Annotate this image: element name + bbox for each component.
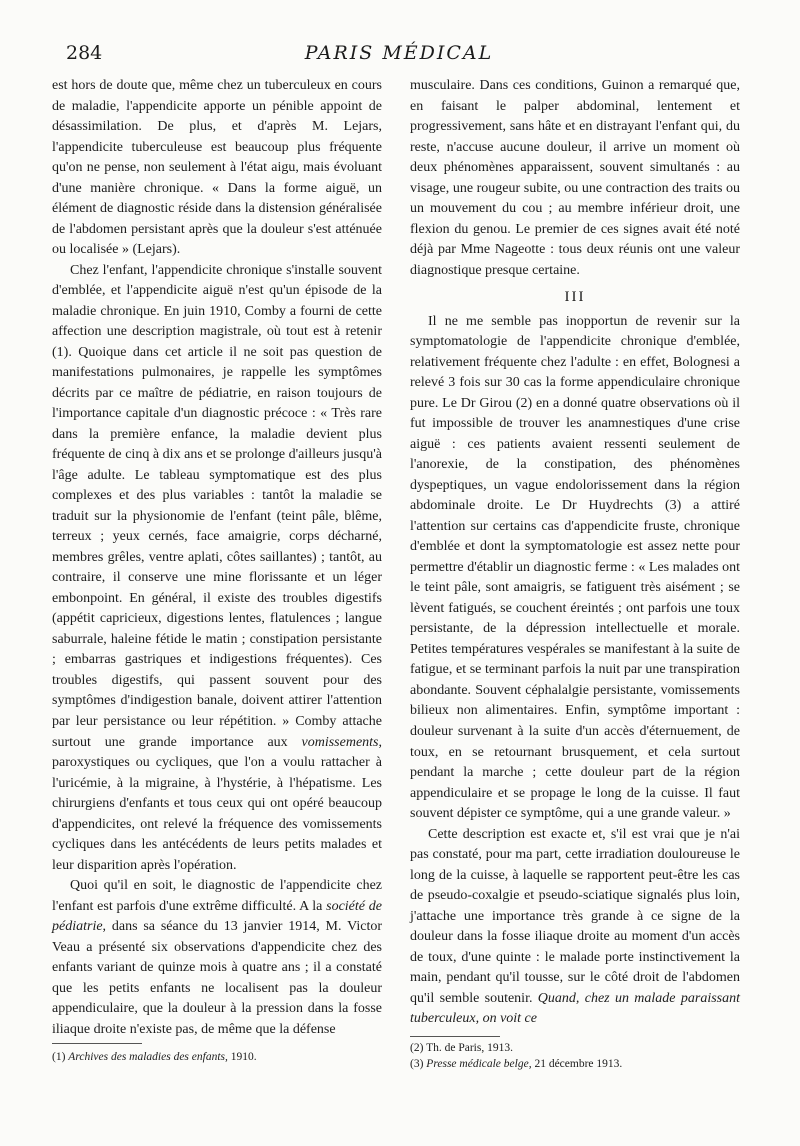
emphasis-text: Quand, chez un malade paraissant tuberculeux, on voit ce: [410, 990, 740, 1027]
paragraph: [410, 825, 740, 1030]
paragraph: musculaire. Dans ces conditions, Guinon a remarqué que, en faisant le palper abdominal, lentement et progressivement, sans hâte et en distrayant l'enfant qui, du reste, n'accuse aucune douleur, il arrive un moment où deux phénomènes apparaissent, souvent simultanés : au visage, une rougeur subite, ou une contraction des traits ou un mouvement du cou ; au membre inférieur droit, une flexion du genou. Le premier de ces signes avait été noté déjà par Mme Nageotte : tous deux réunis ont une valeur diagnostique presque certaine.: [410, 78, 740, 278]
running-title: PARIS MÉDICAL: [304, 42, 494, 64]
paragraph-text: Quoi qu'il en soit, le diagnostic de l'appendicite chez l'enfant est parfois d'une extrême difficulté. A la: [52, 878, 382, 914]
footnote-source: Archives des maladies des enfants,: [68, 1051, 228, 1063]
section-heading: III: [564, 289, 586, 306]
footnote-number: (1): [52, 1051, 69, 1063]
paragraph: [52, 876, 382, 1040]
footnote-2: (2) Th. de Paris, 1913.: [410, 1042, 513, 1054]
footnote-rule: [410, 1036, 500, 1037]
paragraph-text: Chez l'enfant, l'appendicite chronique s'installe souvent d'emblée, et l'appendicite aiguë n'est qu'un épisode de la maladie chronique. En juin 1910, Comby a fourni de cette affection une description magistrale, où tout est à retenir (1). Quoique dans cet article il ne soit pas question de manifestations pulmonaires, je rappelle les symptômes décrits par ce maître de pédiatrie, en raison toujours de l'importance capitale d'un diagnostic précoce : « Très rare dans la première enfance, la maladie devient plus fréquente de cinq à dix ans et se prolonge d'ailleurs jusqu'à l'âge adulte. Le tableau symptomatique est des plus complexes et des plus variables : tantôt la maladie se traduit sur la physionomie de l'enfant (teint pâle, blême, terreux ; yeux cernés, face amaigrie, corps décharné, membres grêles, ventre aplati, côtes saillantes) ; tantôt, au contraire, il conserve une mine florissante et un léger embonpoint. En général, il existe des troubles digestifs (appétit capricieux, digestions lentes, flatulences ; langue saburrale, haleine fétide le matin ; constipation persistante ; embarras gastriques et indigestions fréquentes). Ces troubles digestifs, qui passent souvent pour des symptômes d'indigestion banale, doivent attirer l'attention par leur persistance ou leur répétition. » Comby attache surtout une grande importance: [52, 262, 382, 750]
paragraph-text: , dans sa séance du 13 janvier 1914, M. Victor Veau a présenté six observations d'appendicite chez des enfants variant de quinze mois à quatre ans ; il a constaté que les petits enfants ne localisent pas la douleur appendiculaire, que la douleur à la pression dans la fosse iliaque droite n'existe pas, de même que la défense: [52, 919, 382, 1037]
paragraph: [52, 261, 382, 876]
footnote-text: 21 décembre 1913.: [531, 1058, 623, 1070]
paragraph: est hors de doute que, même chez un tuberculeux en cours de maladie, l'appendicite apporte un pénible appoint de désassimilation. De plus, et d'après M. Lejars, l'appendicite tuberculeuse est beaucoup plus fréquente qu'on ne pense, non seulement à l'état aigu, mais évoluant d'une manière chronique. « Dans la forme aiguë, un élément de diagnostic réside dans la distension généralisée de l'abdomen persistant après que la douleur s'est atténuée ou localisée » (Lejars).: [52, 78, 382, 258]
footnote-1: [52, 1049, 382, 1065]
footnote-rule: [52, 1043, 142, 1044]
paragraph-text: aux: [267, 734, 302, 750]
paragraph-text: Cette description est exacte et, s'il est vrai que je n'ai pas constaté, pour ma part, cette irradiation douloureuse le long de la cuisse, à laquelle se rapportent peut-être les cas de pseudo-coxalgie et pseudo-sciatique signalés plus loin, j'attache une importance très grande à ce signe de la douleur dans la fosse iliaque droite au moment d'un accès de toux, d'une quinte : le malade porte instinctivement la main, pendant qu'il tousse, sur le côté droit de l'abdomen qu'il semble soutenir.: [410, 826, 740, 1006]
footnote-number: (3): [410, 1058, 427, 1070]
emphasis-text: société de pédiatrie: [52, 898, 382, 935]
footnote-source: Presse médicale belge,: [426, 1058, 532, 1070]
page-number: 284: [66, 42, 103, 64]
page-header: [66, 38, 732, 68]
footnote-3: [410, 1056, 740, 1072]
emphasis-text: vomissements: [301, 734, 379, 750]
right-column: [410, 76, 740, 1030]
footnote-text: 1910.: [227, 1051, 257, 1063]
left-column: [52, 76, 382, 1040]
paragraph: Il ne me semble pas inopportun de revenir sur la symptomatologie de l'appendicite chronique d'emblée, relativement fréquente chez l'adulte : en effet, Bolognesi a relevé 3 fois sur 30 cas la forme appendiculaire chronique pure. Le Dr Girou (2) en a donné quatre observations où il fut impossible de trouver les anamnestiques d'une crise aiguë : ces patients avaient ressenti seulement de l'anorexie, de la constipation, des phénomènes dyspeptiques, un vague endolorissement dans la région abdominale droite. Le Dr Huydrechts (3) a attiré l'attention sur certains cas d'appendicite fruste, chronique d'emblée et dont la symptomatologie est assez nette pour permettre d'établir un diagnostic ferme : « Les malades ont le teint pâle, sont amaigris, se fatiguent très aisément ; se lèvent fatigués, se couchent éreintés ; ont parfois une toux persistante, de la dépression intellectuelle et morale. Petites températures vespérales se manifestant à la suite de fatigue, et se terminant parfois la nuit par une transpiration abondante. Souvent céphalalgie persistante, vomissements bilieux non alimentaires. Enfin, symptôme important : douleur survenant à la suite d'un accès d'éternuement, de toux, en se retournant brusquement, et cela surtout pendant la marche ; cette douleur part de la région appendiculaire et se propage le long de la cuisse. Il faut souvent dépister ce symptôme, qui a une grande valeur. »: [410, 313, 740, 822]
paragraph-text: , paroxystiques ou cycliques, que l'on a voulu rattacher à l'uricémie, à la migraine, à l'hystérie, à l'hépatisme. Les chirurgiens d'enfants et tous ceux qui ont opéré beaucoup d'appendicites, ont relevé la fréquence des vomissements cycliques dans les antécédents de leurs petits malades et leur disparition après l'opération.: [52, 734, 383, 873]
